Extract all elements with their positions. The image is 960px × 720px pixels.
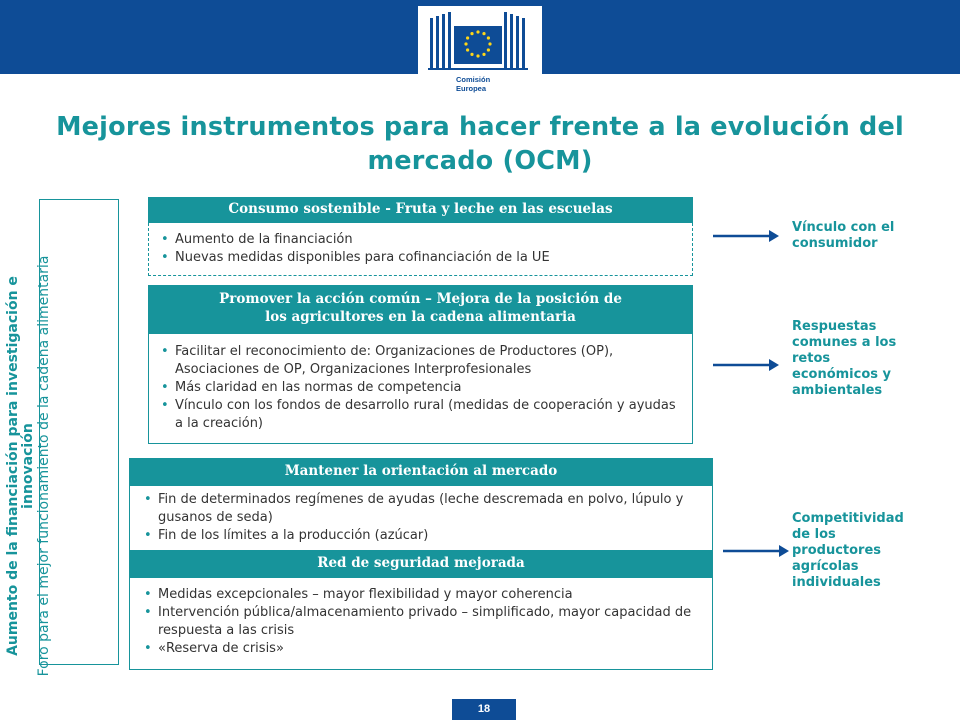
list-item: • Facilitar el reconocimiento de: Organizaciones de Productores (OP), Asociaciones de OP, Organizaciones Interprofesionales [159,343,684,379]
label-common-responses [792,319,896,399]
label-line: retos [792,351,831,366]
box-header-line2: los agricultores en la cadena alimentaria [265,309,576,325]
label-line: consumidor [792,236,878,251]
label-line: Respuestas [792,319,877,334]
label-line: productores [792,543,882,558]
box-header: Red de seguridad mejorada [129,550,713,578]
label-line: de los [792,527,836,542]
logo-text-line1: Comisión [456,75,491,84]
label-line: ambientales [792,383,883,398]
label-line: agrícolas [792,559,859,574]
label-line: comunes a los [792,335,897,350]
list-item: • Medidas excepcionales – mayor flexibilidad y mayor coherencia [142,586,704,604]
list-item: • Fin de determinados regímenes de ayudas (leche descremada en polvo, lúpulo y gusanos de seda) [142,491,704,527]
label-line: Competitividad [792,511,904,526]
logo-text-line2: Europea [456,84,487,93]
label-line: económicos y [792,367,892,382]
european-commission-logo [418,6,542,98]
list-item: • Fin de los límites a la producción (azúcar) [142,527,704,545]
arrow-right-icon [723,541,789,561]
label-consumer-link [792,220,894,252]
arrow-right-icon [713,226,779,246]
arrow-right-icon [713,355,779,375]
box-sustainable-consumption [148,197,693,276]
list-item: • «Reserva de crisis» [142,640,704,658]
list-item: • Nuevas medidas disponibles para cofinanciación de la UE [159,249,684,267]
page-title [30,110,930,178]
page-number: 18 [452,699,516,720]
title-line1: Mejores instrumentos para hacer frente a la evolución del [56,112,904,142]
box-header-line1: Promover la acción común – Mejora de la posición de [219,291,622,307]
box-market-orientation [129,458,713,550]
list-item: • Intervención pública/almacenamiento privado – simplificado, mayor capacidad de respuesta a las crisis [142,604,704,640]
list-item: • Vínculo con los fondos de desarrollo rural (medidas de cooperación y ayudas a la creación) [159,397,684,433]
box-header: Mantener la orientación al mercado [129,458,713,486]
side-line1: Aumento de la financiación para investigación e innovación [5,276,36,656]
title-line2: mercado (OCM) [367,146,593,176]
label-line: Vínculo con el [792,220,895,235]
side-line2: Foro para el mejor funcionamiento de la cadena alimentaria [36,255,52,677]
box-safety-net [129,550,713,670]
list-item: • Aumento de la financiación [159,231,684,249]
side-panel-text [0,233,80,699]
list-item: • Más claridad en las normas de competencia [159,379,684,397]
label-competitiveness [792,511,904,591]
box-common-action [148,285,693,444]
box-header: Consumo sostenible - Fruta y leche en las escuelas [148,197,693,223]
label-line: individuales [792,575,881,590]
box-header [148,285,693,334]
